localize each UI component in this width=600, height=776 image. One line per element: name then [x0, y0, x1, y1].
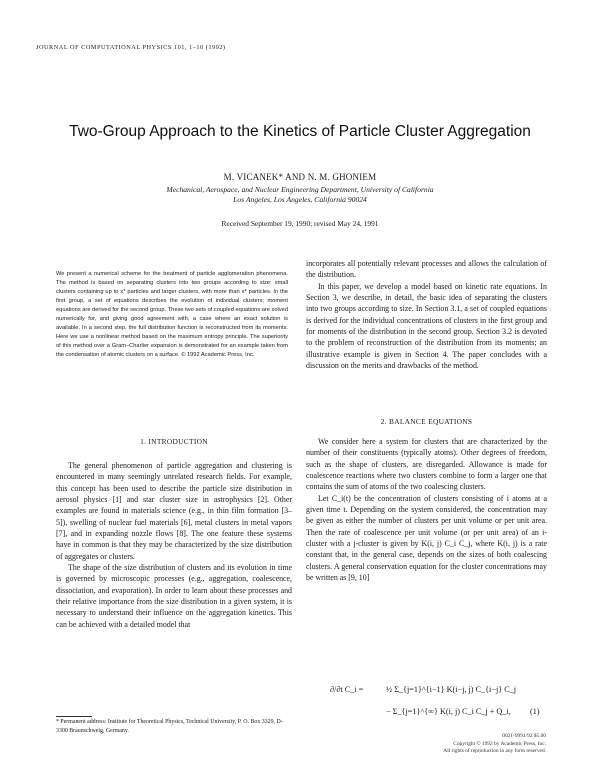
intro-paragraph-1: The general phenomenon of particle aggregation and clustering is encountered in many seemingly unrelated research fields. For example, this concept has been used to describe the particle size distribution in aerosol physics [1] and star cluster size in astrophysics [2]. Other examples are found in materials science (e.g., in thin film formation [3–5]), swelling of nuclear fuel materials [6], metal clusters in metal vapors [7], and in expanding nozzle flows [8]. The one feature these systems have in common is that they may be characterized by the size distribution of aggregates or clusters.: [56, 461, 292, 561]
equation-1: [330, 673, 550, 729]
equation-lhs: ∂/∂t C_i =: [330, 685, 364, 694]
equation-number: (1): [530, 707, 540, 716]
copyright-block: [390, 733, 546, 756]
footnote: * Permanent address: Institute for Theoretical Physics, Technical University, P. O. Box 3329, D-3300 Braunschweig, Germany.: [56, 719, 283, 734]
balance-paragraph-2: Let C_i(t) be the concentration of clusters consisting of i atoms at a given time t. Depending on the system considered, the concentration may be given as either the number of clusters per unit volume or per unit area. Then the rate of coalescence per unit volume (or per unit area) of an i-cluster with a j-cluster is given by K(i, j) C_i C_j, where K(i, j) is a rate constant that, in the general case, depends on the sizes of both coalescing clusters. A general conservation equation for the cluster concentrations may be written as [9, 10]: [306, 493, 547, 583]
section-2-heading: 2. BALANCE EQUATIONS: [380, 417, 473, 426]
equation-term-1: ½ Σ_{j=1}^{i−1} K(i−j, j) C_{i−j} C_j: [386, 685, 517, 694]
section-1-body: [56, 460, 292, 630]
authors: M. VICANEK* AND N. M. GHONIEM: [223, 172, 377, 182]
balance-paragraph-1: We consider here a system for clusters that are characterized by the number of their constituents (typically atoms). Other degrees of freedom, such as the shape of clusters, are disregarded. Allowance is made for coalescence reactions where two clusters combine to form a larger one that contains the sum of atoms of the two coalescing clusters.: [306, 437, 547, 492]
section-2-body: [306, 436, 547, 583]
abstract: We present a numerical scheme for the treatment of particle agglomeration phenomena. The method is based on separating clusters into two groups according to size: small clusters containing up to x* particles and larger clusters, with more than x* particles. In the first group, a set of equations describes the evolution of individual clusters; moment equations are derived for the second group. These two sets of coupled equations are solved numerically for, and giving good agreement with, a case where an exact solution is available. In a second step, the full distribution function is reconstructed from its moments. Here we use a nonlinear method based on the maximum entropy principle. The superiority of this method over a Gram–Charlier expansion is demonstrated for an example taken from the condensation of atomic clusters on a surface. © 1992 Academic Press, Inc.: [56, 271, 288, 359]
intro-paragraph-2: The shape of the size distribution of clusters and its evolution in time is governed by microscopic processes (e.g., aggregation, coalescence, dissociation, and evaporation). In order to learn about these processes and their relative importance from the size distribution in a given system, it is necessary to understand their influence on the aggregation kinetics. This can be achieved with a detailed model that: [56, 563, 292, 629]
equation-term-2: − Σ_{j=1}^{∞} K(i, j) C_i C_j + Q_i,: [386, 707, 511, 716]
affiliation: [0, 185, 600, 205]
right-column-top: [306, 258, 547, 371]
affiliation-line-2: Los Angeles, Los Angeles, California 90024: [233, 195, 367, 204]
affiliation-line-1: Mechanical, Aerospace, and Nuclear Engineering Department, University of California: [166, 185, 434, 194]
copyright-line: Copyright © 1992 by Academic Press, Inc.: [453, 740, 546, 747]
rights-line: All rights of reproduction in any form reserved.: [443, 748, 546, 755]
intro-continuation: incorporates all potentially relevant processes and allows the calculation of the distribution.: [306, 259, 547, 280]
paper-title: Two-Group Approach to the Kinetics of Particle Cluster Aggregation: [69, 123, 531, 140]
paper-outline-paragraph: In this paper, we develop a model based on kinetic rate equations. In Section 3, we describe, in detail, the basic idea of separating the clusters into two groups according to size. In Section 3.1, a set of coupled equations is derived for the individual concentrations of clusters in the first group and for moments of the distribution in the second group. Section 3.2 is devoted to the problem of reconstruction of the distribution from its moments; an illustrative example is given in Section 4. The paper concludes with a discussion on the merits and drawbacks of the method.: [306, 281, 547, 371]
price-code: 0021-9991/92 $5.00: [502, 733, 546, 739]
footnote-rule: [56, 716, 92, 717]
running-head: JOURNAL OF COMPUTATIONAL PHYSICS 101, 1–10 (1992): [36, 44, 226, 51]
received-date: Received September 19, 1990; revised May 24, 1991: [221, 219, 379, 228]
section-1-heading: 1. INTRODUCTION: [140, 437, 208, 446]
